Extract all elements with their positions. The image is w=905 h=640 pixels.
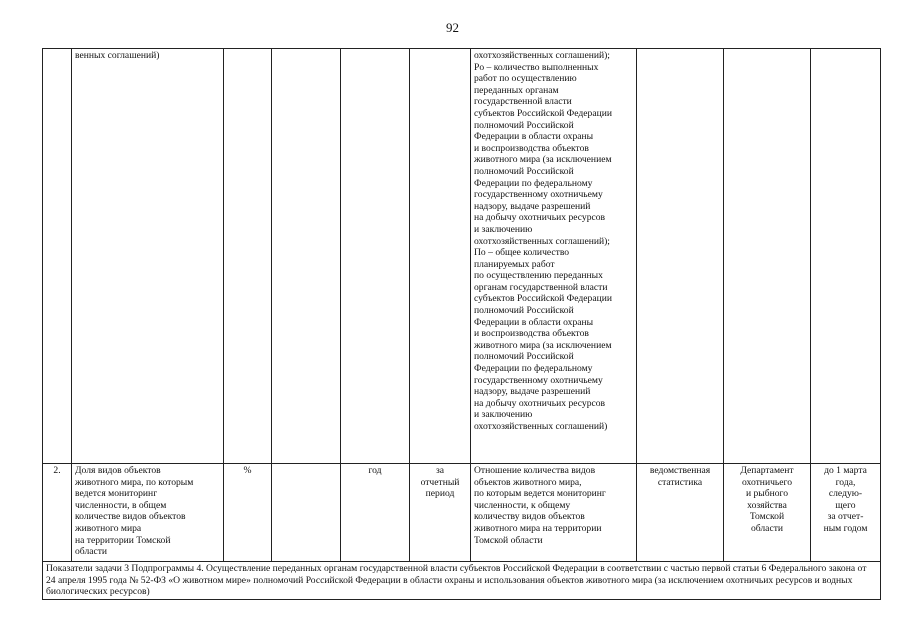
cell-deadline	[811, 49, 881, 464]
cell-method: Отношение количества видов объектов животного мира, по которым ведется мониторинг численности, к общему количеству видов объектов животного мира на территории Томской области	[471, 464, 637, 562]
cell-time: за отчетный период	[410, 464, 471, 562]
table-row-section-header	[43, 562, 881, 600]
cell-col3	[272, 464, 341, 562]
cell-unit: %	[224, 464, 272, 562]
cell-time	[410, 49, 471, 464]
cell-source	[637, 49, 724, 464]
cell-periodicity	[341, 49, 410, 464]
table-row	[43, 49, 881, 464]
table-row	[43, 464, 881, 562]
cell-num: 2.	[43, 464, 72, 562]
cell-periodicity: год	[341, 464, 410, 562]
cell-responsible: Департамент охотничьего и рыбного хозяйства Томской области	[724, 464, 811, 562]
cell-deadline: до 1 марта года, следую- щего за отчет- ным годом	[811, 464, 881, 562]
section-header-text: Показатели задачи 3 Подпрограммы 4. Осуществление переданных органам государственной власти субъектов Российской Федерации в соответствии с частью первой статьи 6 Федерального закона от 24 апреля 1995 года № 52-ФЗ «О животном мире» полномочий Российской Федерации в области охраны и использования объектов животного мира (за исключением охотничьих ресурсов и водных биологических ресурсов)	[43, 562, 881, 600]
cell-name: Доля видов объектов животного мира, по которым ведется мониторинг численности, в общем количестве видов объектов животного мира на территории Томской области	[72, 464, 224, 562]
cell-method: охотхозяйственных соглашений); Po – количество выполненных работ по осуществлению переданных органам государственной власти субъектов Российской Федерации полномочий Российской Федерации в области охраны и воспроизводства объектов животного мира (за исключением полномочий Российской Федерации по федеральному государственному охотничьему надзору, выдаче разрешений на добычу охотничьих ресурсов и заключению охотхозяйственных соглашений); По – общее количество планируемых работ по осуществлению переданных органам государственной власти субъектов Российской Федерации полномочий Российской Федерации в области охраны и воспроизводства объектов животного мира (за исключением полномочий Российской Федерации по федеральному государственному охотничьему надзору, выдаче разрешений на добычу охотничьих ресурсов и заключению охотхозяйственных соглашений)	[471, 49, 637, 464]
cell-responsible	[724, 49, 811, 464]
cell-col3	[272, 49, 341, 464]
cell-unit	[224, 49, 272, 464]
cell-source: ведомственная статистика	[637, 464, 724, 562]
cell-name: венных соглашений)	[72, 49, 224, 464]
page-number: 92	[446, 20, 459, 35]
cell-num	[43, 49, 72, 464]
indicator-table	[42, 48, 881, 600]
